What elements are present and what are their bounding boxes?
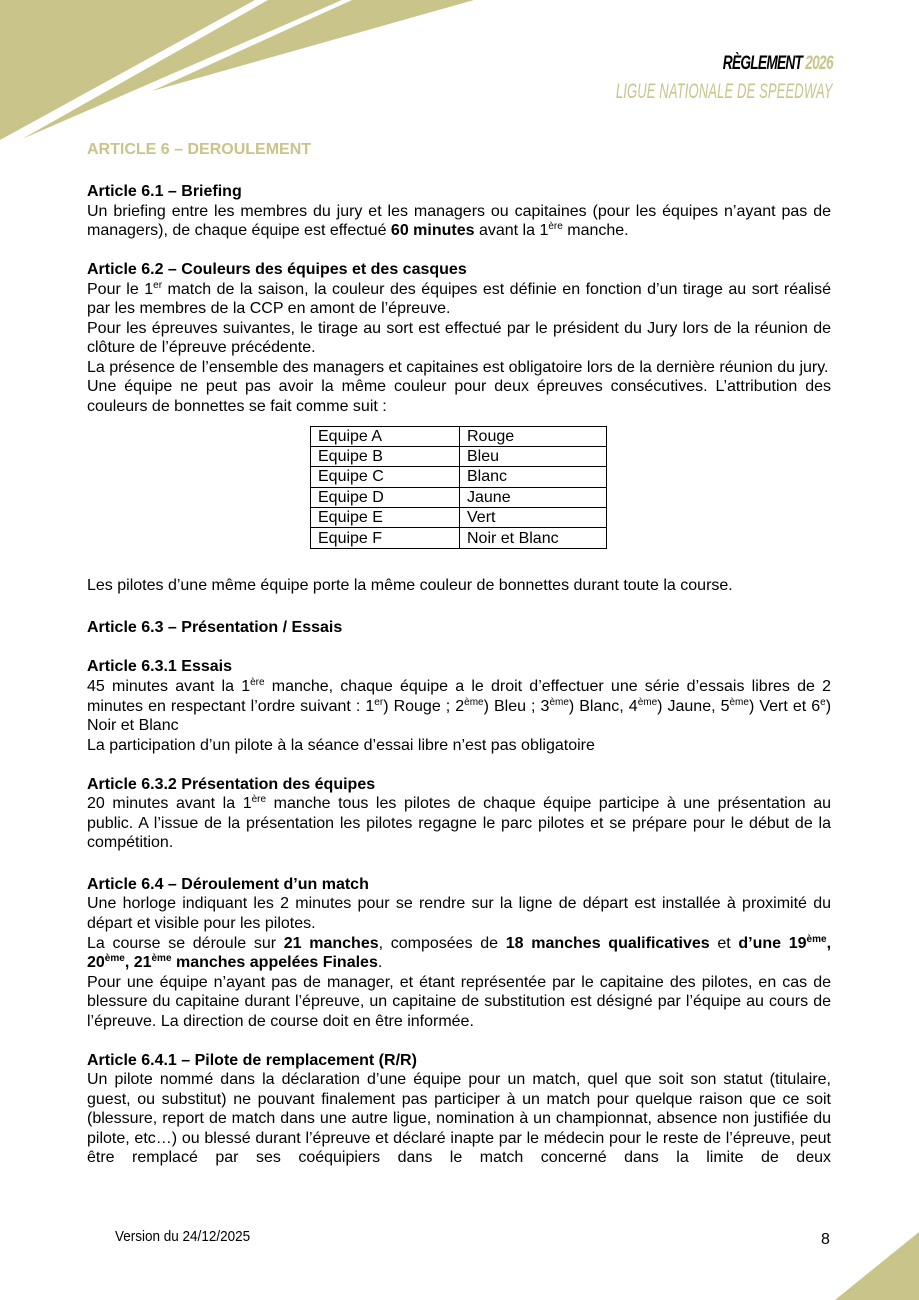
paragraph: Pour le 1er match de la saison, la couleur des équipes est définie en fonction d’un tirage au sort réalisé par les membres de la CCP en amont de l’épreuve.: [87, 279, 832, 318]
table-row: [311, 508, 607, 528]
team-colors-table-wrapper: [87, 426, 831, 549]
paragraph: 20 minutes avant la 1ère manche tous les pilotes de chaque équipe participe à une présentation au public. A l’issue de la présentation les pilotes regagne le parc pilotes et se prépare pour le début de la compétition.: [87, 794, 831, 852]
paragraph: Les pilotes d’une même équipe porte la même couleur de bonnettes durant toute la course.: [87, 576, 733, 594]
section-heading: Article 6.3.1 Essais: [87, 658, 232, 676]
table-row: [311, 446, 607, 466]
table-row: [311, 467, 607, 487]
paragraph: Une équipe ne peut pas avoir la même couleur pour deux épreuves consécutives. L’attribution des couleurs de bonnettes se fait comme suit :: [87, 378, 831, 415]
section-heading: Article 6.3.2 Présentation des équipes: [87, 775, 376, 793]
paragraph: Pour une équipe n’ayant pas de manager, et étant représentée par le capitaine des pilotes, en cas de blessure du capitaine durant l’épreuve, un capitaine de substitution est désigné par l’équipe au cours de l’épreuve. La direction de course doit en être informée.: [87, 973, 831, 1030]
paragraph: Une horloge indiquant les 2 minutes pour se rendre sur la ligne de départ est installée à proximité du départ et visible pour les pilotes.: [87, 895, 831, 932]
color-cell: Noir et Blanc: [460, 528, 607, 548]
color-cell: Vert: [460, 508, 607, 528]
team-cell: Equipe B: [311, 446, 460, 466]
section-heading: Article 6.3 – Présentation / Essais: [87, 619, 343, 637]
logo-year: 2026: [805, 53, 833, 74]
table-row: [311, 426, 607, 446]
section-heading: Article 6.4.1 – Pilote de remplacement (R/R): [87, 1051, 417, 1069]
section-6-4-1: [87, 1051, 831, 1168]
footer-corner-decoration: [835, 1232, 919, 1300]
logo-subtitle: LIGUE NATIONALE DE SPEEDWAY: [616, 80, 833, 103]
logo-word: RÈGLEMENT: [722, 53, 803, 74]
color-cell: Blanc: [460, 467, 607, 487]
page-number: 8: [821, 1231, 830, 1248]
team-cell: Equipe D: [311, 487, 460, 507]
page-title: ARTICLE 6 – DEROULEMENT: [87, 141, 312, 158]
paragraph: 45 minutes avant la 1ère manche, chaque équipe a le droit d’effectuer une série d’essais libres de 2 minutes en respectant l’ordre suivant : 1er) Rouge ; 2ème) Bleu ; 3ème) Blanc, 4ème) Jaune, 5ème) Vert et 6e) Noir et Blanc: [87, 677, 832, 735]
paragraph: Pour les épreuves suivantes, le tirage au sort est effectué par le président du Jury lors de la réunion de clôture de l’épreuve précédente.: [87, 319, 831, 357]
document-body: [87, 140, 831, 1188]
section-heading: Article 6.2 – Couleurs des équipes et des casques: [87, 261, 467, 279]
footer-version: Version du 24/12/2025: [115, 1228, 251, 1245]
table-row: [311, 487, 607, 507]
header-stripes-decoration: [0, 0, 480, 150]
section-heading: Article 6.1 – Briefing: [87, 183, 242, 200]
paragraph: Un pilote nommé dans la déclaration d’une équipe pour un match, quel que soit son statut (titulaire, guest, ou substitut) ne pouvant finalement pas participer à un match pour quelque raison que ce soit (blessure, report de match dans une autre ligue, nomination à un championnat, absence non justifiée du pilote, etc…) ou blessé durant l’épreuve et déclaré inapte par le médecin pour le reste de l’épreuve, peut être remplacé par ses coéquipiers dans le match concerné dans la limite de deux: [87, 1071, 831, 1167]
logo-title: [723, 53, 833, 75]
color-cell: Jaune: [460, 487, 607, 507]
team-cell: Equipe E: [311, 508, 460, 528]
section-6-3-2: [87, 775, 831, 853]
paragraph: La course se déroule sur 21 manches, composées de 18 manches qualificatives et d’une 19ème, 20ème, 21ème manches appelées Finales.: [87, 933, 832, 972]
section-6-4: [87, 875, 831, 1031]
section-6-2: [87, 260, 831, 416]
section-6-3-1: [87, 657, 831, 755]
table-row: [311, 528, 607, 548]
paragraph: La participation d’un pilote à la séance d’essai libre n’est pas obligatoire: [87, 736, 595, 754]
section-heading: Article 6.4 – Déroulement d’un match: [87, 875, 369, 893]
team-cell: Equipe C: [311, 467, 460, 487]
team-cell: Equipe A: [311, 426, 460, 446]
section-6-1: [87, 182, 831, 241]
team-colors-table: [310, 426, 607, 549]
after-table-note: [87, 576, 831, 596]
paragraph: La présence de l’ensemble des managers et capitaines est obligatoire lors de la dernière réunion du jury.: [87, 358, 829, 376]
color-cell: Rouge: [460, 426, 607, 446]
section-6-3: [87, 618, 831, 638]
color-cell: Bleu: [460, 446, 607, 466]
team-cell: Equipe F: [311, 528, 460, 548]
paragraph: Un briefing entre les membres du jury et les managers ou capitaines (pour les équipes n’ayant pas de managers), de chaque équipe est effectué 60 minutes avant la 1ère manche.: [87, 202, 831, 240]
